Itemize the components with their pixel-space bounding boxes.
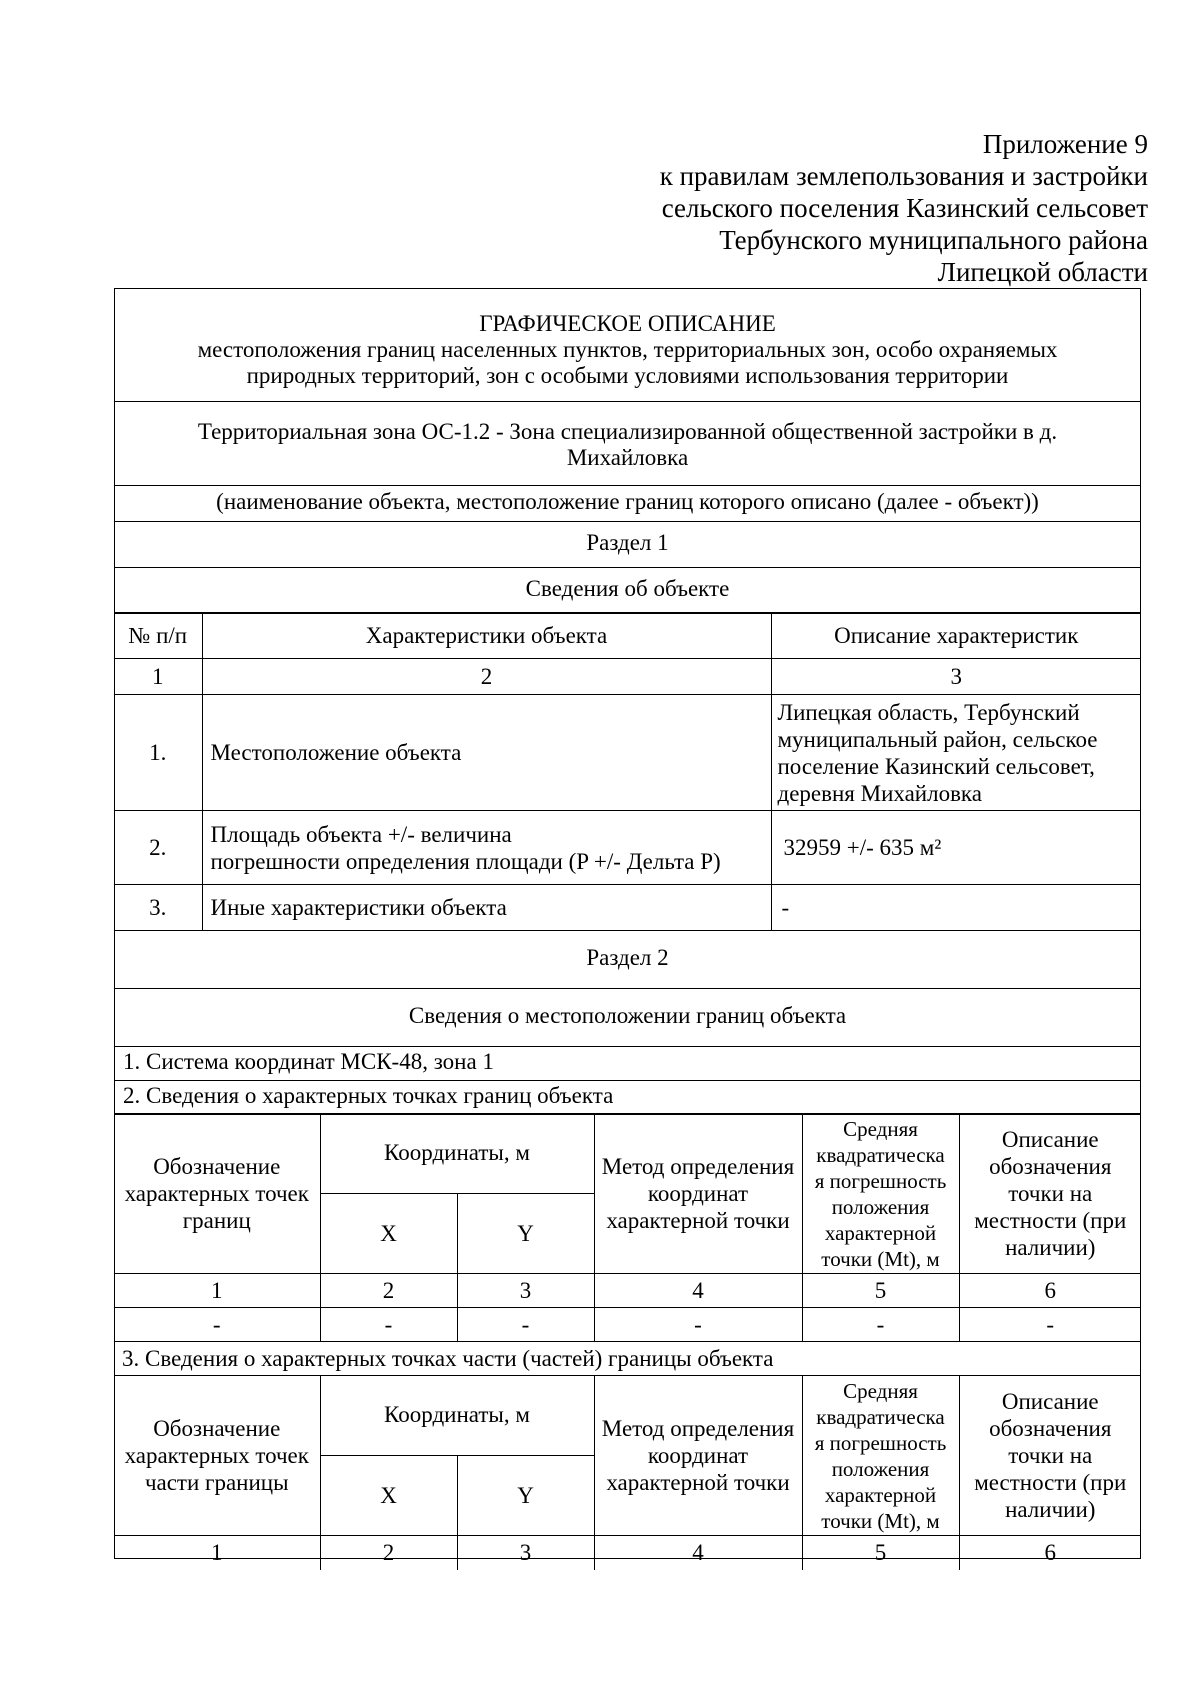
object-name-band <box>115 401 1140 486</box>
header-line: Обозначение <box>153 1416 281 1441</box>
points-header-description <box>959 1114 1141 1274</box>
header-line: Описание <box>1001 1389 1099 1414</box>
appendix-line: к правилам землепользования и застройки <box>659 161 1148 191</box>
appendix-line: Тербунского муниципального района <box>719 225 1148 255</box>
header-line: координат <box>647 1181 749 1206</box>
points-header-x: X <box>320 1194 457 1274</box>
parts-title: 3. Сведения о характерных точках части (частей) границы объекта <box>114 1342 1141 1376</box>
section1-title: Раздел 1 <box>115 521 1140 568</box>
header-line: обозначения <box>989 1416 1112 1441</box>
header-line: координат <box>647 1443 749 1468</box>
header-line: характерной точки <box>606 1470 790 1495</box>
points-table <box>114 1113 1141 1570</box>
section1-table <box>114 612 1141 931</box>
column-number: 3 <box>771 659 1141 695</box>
column-number: 1 <box>114 1536 320 1570</box>
header-line: характерной точки <box>606 1208 790 1233</box>
parts-header-method <box>594 1376 802 1536</box>
column-number: 1 <box>114 659 202 695</box>
parts-header-error <box>802 1376 959 1536</box>
name-line: Площадь объекта +/- величина <box>210 821 512 847</box>
column-number: 6 <box>959 1274 1141 1308</box>
column-number-row <box>114 1536 1141 1570</box>
header-line: Средняя <box>843 1116 918 1141</box>
row-name: Иные характеристики объекта <box>202 885 771 931</box>
description-line: деревня Михайловка <box>777 780 982 806</box>
description-line: поселение Казинский сельсовет, <box>777 753 1095 779</box>
document-title: ГРАФИЧЕСКОЕ ОПИСАНИЕ <box>479 311 776 336</box>
parts-header-x: X <box>320 1456 457 1536</box>
header-line: Метод определения <box>601 1154 795 1179</box>
cell: - <box>594 1308 802 1342</box>
cell: - <box>320 1308 457 1342</box>
appendix-line: Приложение 9 <box>982 129 1148 159</box>
points-header-method <box>594 1114 802 1274</box>
table-row <box>114 695 1141 811</box>
header-line: наличии) <box>1005 1235 1096 1260</box>
header-line: Средняя <box>843 1378 918 1403</box>
description-line: Липецкая область, Тербунский <box>777 699 1080 725</box>
parts-header-description <box>959 1376 1141 1536</box>
header-line: квадратическа <box>816 1142 945 1167</box>
object-name: Михайловка <box>566 445 689 470</box>
column-number-row <box>114 659 1141 695</box>
document-frame <box>114 288 1141 1565</box>
header-line: Обозначение <box>153 1154 281 1179</box>
points-header-designation <box>114 1114 320 1274</box>
table-row <box>114 1308 1141 1342</box>
cell: - <box>802 1308 959 1342</box>
header-line: точки на <box>1008 1443 1093 1468</box>
header-line: местности (при <box>974 1470 1127 1495</box>
header-line: положения <box>831 1456 930 1481</box>
parts-header-designation <box>114 1376 320 1536</box>
row-name: Местоположение объекта <box>202 695 771 811</box>
object-name: Территориальная зона ОС-1.2 - Зона специализированной общественной застройки в д. <box>197 419 1058 444</box>
column-header: № п/п <box>114 613 202 659</box>
header-line: точки на <box>1008 1181 1093 1206</box>
name-line: погрешности определения площади (P +/- Дельта P) <box>210 848 721 874</box>
header-line: точки (Mt), м <box>821 1508 940 1533</box>
row-number: 2. <box>114 811 202 885</box>
header-line: я погрешность <box>814 1430 947 1455</box>
column-number: 2 <box>202 659 771 695</box>
column-number: 3 <box>457 1536 594 1570</box>
section2-title: Раздел 2 <box>115 929 1140 989</box>
cell: - <box>114 1308 320 1342</box>
column-number: 6 <box>959 1536 1141 1570</box>
column-number: 1 <box>114 1274 320 1308</box>
column-number: 2 <box>320 1274 457 1308</box>
column-number: 3 <box>457 1274 594 1308</box>
row-number: 1. <box>114 695 202 811</box>
parts-header-coordinates: Координаты, м <box>320 1376 594 1456</box>
header-line: квадратическа <box>816 1404 945 1429</box>
coordinate-system: 1. Система координат МСК-48, зона 1 <box>115 1046 1140 1081</box>
column-header: Описание характеристик <box>771 613 1141 659</box>
points-header-error <box>802 1114 959 1274</box>
header-line: я погрешность <box>814 1168 947 1193</box>
table-row <box>114 811 1141 885</box>
header-line: границ <box>182 1208 251 1233</box>
header-line: точки (Mt), м <box>821 1246 940 1271</box>
object-caption: (наименование объекта, местоположение границ которого описано (далее - объект)) <box>115 485 1140 522</box>
column-number-row <box>114 1274 1141 1308</box>
cell: - <box>959 1308 1141 1342</box>
header-line: Описание <box>1001 1127 1099 1152</box>
column-number: 4 <box>594 1274 802 1308</box>
header-line: части границы <box>144 1470 289 1495</box>
header-line: Метод определения <box>601 1416 795 1441</box>
appendix-line: сельского поселения Казинский сельсовет <box>661 193 1148 223</box>
document-subtitle: местоположения границ населенных пунктов, территориальных зон, особо охраняемых <box>197 337 1058 362</box>
header-line: характерной <box>824 1220 937 1245</box>
appendix-header <box>448 128 1148 288</box>
row-number: 3. <box>114 885 202 931</box>
points-header-y: Y <box>457 1194 594 1274</box>
column-number: 4 <box>594 1536 802 1570</box>
cell: - <box>457 1308 594 1342</box>
row-description: 32959 +/- 635 м² <box>771 811 1141 885</box>
column-number: 2 <box>320 1536 457 1570</box>
header-line: характерной <box>824 1482 937 1507</box>
title-band <box>115 289 1140 402</box>
description-line: муниципальный район, сельское <box>777 726 1098 752</box>
parts-header-y: Y <box>457 1456 594 1536</box>
points-title: 2. Сведения о характерных точках границ объекта <box>115 1080 1140 1115</box>
column-number: 5 <box>802 1536 959 1570</box>
document-subtitle: природных территорий, зон с особыми условиями использования территории <box>246 363 1009 388</box>
row-description: - <box>771 885 1141 931</box>
header-line: наличии) <box>1005 1497 1096 1522</box>
header-line: характерных точек <box>124 1181 309 1206</box>
header-line: обозначения <box>989 1154 1112 1179</box>
row-name <box>202 811 771 885</box>
header-line: положения <box>831 1194 930 1219</box>
header-line: местности (при <box>974 1208 1127 1233</box>
table-header-row <box>114 613 1141 659</box>
column-number: 5 <box>802 1274 959 1308</box>
header-line: характерных точек <box>124 1443 309 1468</box>
points-header-coordinates: Координаты, м <box>320 1114 594 1194</box>
appendix-line: Липецкой области <box>937 257 1148 287</box>
row-description <box>771 695 1141 811</box>
section2-subtitle: Сведения о местоположении границ объекта <box>115 988 1140 1047</box>
column-header: Характеристики объекта <box>202 613 771 659</box>
table-row <box>114 885 1141 931</box>
section1-subtitle: Сведения об объекте <box>115 567 1140 614</box>
